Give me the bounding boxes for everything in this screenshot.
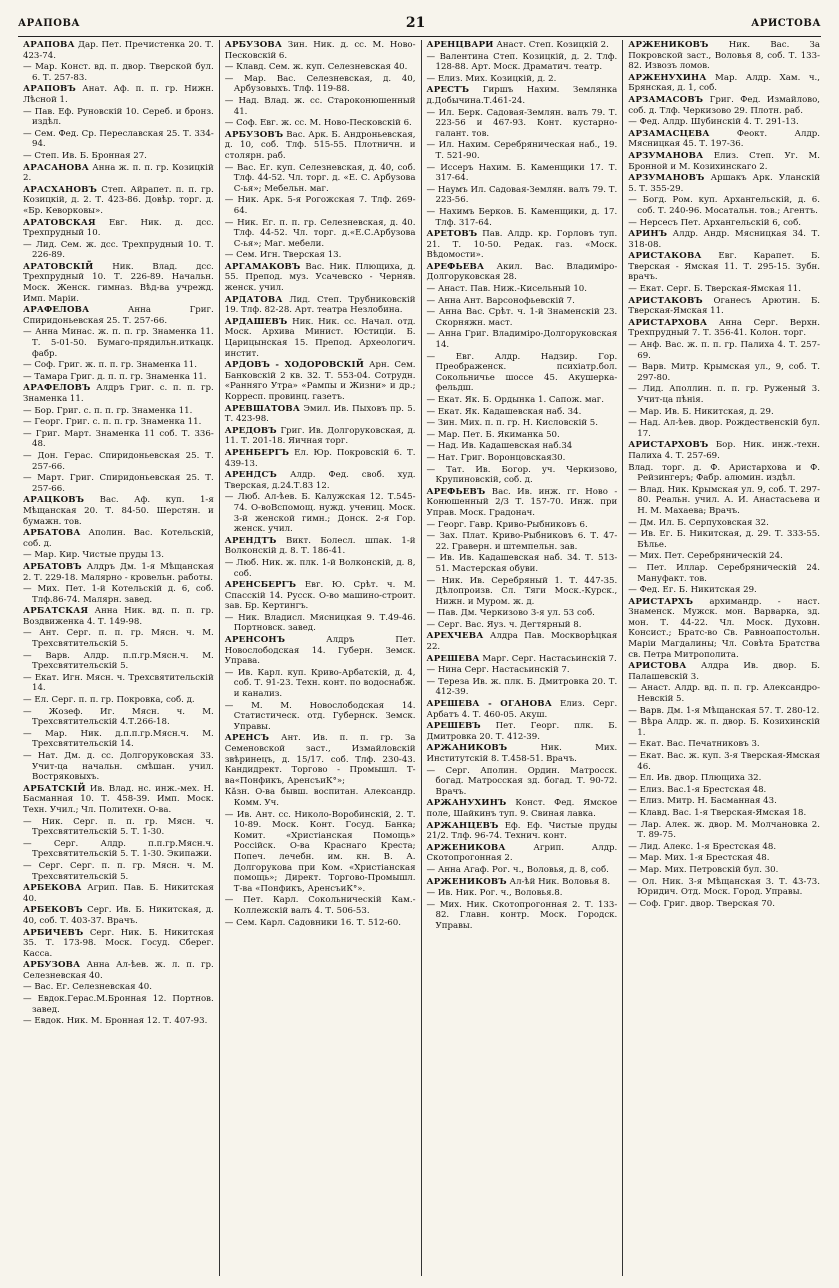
entry-surname: АРЕНЦВАРИ (426, 40, 494, 50)
entry-details: Марг. Серг. Настасьинскій 7. (479, 653, 617, 664)
sub-entry: — Мих. Пет. 1-й Котельскій д. 6, соб. Тлф.86-74. Малярн. завед. (23, 584, 214, 605)
entry-details: Конст. Фед. Ямское поле, Шайкинъ туп. 9. Свиная лавка. (426, 798, 618, 819)
directory-entry (427, 654, 618, 665)
directory-entry (225, 40, 416, 61)
entry-surname: АРЗАМАСОВЪ (628, 94, 704, 105)
entry-surname: АРАПОВЪ (23, 84, 76, 95)
entry-surname: АРДОВЪ - ХОДОРОВСКІЙ (224, 360, 365, 371)
sub-entry: — Ив. Карл. куп. Криво-Арбатскій, д. 4, соб. Т. 91-23. Техн. конт. по водоснабж. и канализ. (224, 667, 416, 700)
sub-entry: — Зин. Мих. п. п. гр. Н. Кисловскій 5. (426, 418, 598, 429)
sub-entry: — Степ. Ив. Б. Бронная 27. (23, 150, 147, 161)
column-3 (422, 40, 624, 1276)
entry-surname: АРЕФЬЕВЪ (426, 486, 486, 497)
sub-entry: — Анна Минас. ж. п. п. гр. Знаменка 11. Т. 5-01-50. Бумаго-прядильн.иткацк. фабр. (23, 327, 214, 359)
sub-entry: — Над. Влад. ж. сс. Староконюшенный 41. (224, 95, 416, 117)
entry-surname: АРБУЗОВЪ (224, 129, 284, 140)
entry-details: Вас. Ив. инж. гг. Ново - Конюшенный 2/3 Т. 157-70. Инж. при Управ. Моск. Градонач. (426, 486, 618, 518)
column-1 (18, 40, 220, 1276)
sub-entry: — Иссеръ Нахим. Б. Каменщики 17. Т. 317-64. (426, 162, 618, 184)
entry-surname: АРАЦКОВЪ (23, 495, 85, 506)
sub-entry: — Дон. Герас. Спиридоньевская 25. Т. 257-66. (23, 450, 214, 472)
entry-details: Дар. Пет. Пречистенка 20. Т. 423-74. (23, 40, 214, 61)
sub-entry: — Серг. Вас. Яуз. ч. Дегтярный 8. (426, 619, 582, 630)
directory-entry (23, 40, 214, 61)
sub-entry: — Ил. Нахим. Серебряническая наб., 19. Т. 521-90. (426, 140, 618, 161)
entry-details: Еф. Еф. Чистые пруды 21/2. Тлф. 96-74. Технич. конт. (426, 820, 618, 842)
sub-entry: — Соф. Григ. двор. Тверская 70. (628, 898, 775, 909)
sub-entry: — Сем. Фед. Ср. Переславская 25. Т. 334-94. (23, 128, 214, 150)
sub-entry: — Георг. Григ. с. п. п. гр. Знаменка 11. (23, 417, 202, 428)
directory-entry (628, 296, 820, 317)
entry-surname: АРЕВШАТОВА (224, 403, 301, 414)
sub-entry: — Сем. Игн. Тверская 13. (224, 250, 342, 261)
directory-entry (23, 218, 214, 239)
sub-entry: — Екат. Як. Кадашевская наб. 34. (426, 406, 582, 417)
sub-entry: — Ел. Ив. двор. Плющиха 32. (628, 773, 762, 784)
directory-entry (23, 606, 214, 627)
entry-surname: АРЖЕНИКОВЪ (628, 40, 709, 50)
directory-entry (225, 426, 416, 447)
sub-entry: — Варв. Дм. 1-я Мѣщанская 57. Т. 280-12. (628, 705, 820, 716)
directory-entry (427, 487, 618, 519)
entry-surname: АРАСХАНОВЪ (23, 184, 98, 195)
entry-details: Елиз. Серг. Арбатъ 4. Т. 460-05. Акуш. (426, 699, 618, 720)
entry-details: Анна Серг. Верхн. Трехпрудный 7. Т. 356-41. Колон. торг. (628, 317, 820, 339)
sub-entry: — Соф. Евг. ж. сс. М. Ново-Песковскій 6. (224, 118, 412, 129)
directory-entry (628, 151, 820, 172)
sub-entry: — Фед. Ег. Б. Никитская 29. (628, 585, 757, 596)
directory-entry (628, 318, 820, 339)
sub-entry: — Ив. Ник. Рог. ч., Воловья.8. (426, 888, 563, 899)
sub-entry: — Ант. Серг. п. п. гр. Мясн. ч. М. Трехсвятительскій 5. (23, 628, 214, 650)
sub-entry: — Екат. Вас. ж. куп. 3-я Тверская-Ямская 46. (628, 751, 820, 772)
entry-surname: АРЗАМАСЦЕВА (628, 128, 710, 139)
entry-details: Елиз. Степ. Уг. М. Бронной и М. Козихинскаго 2. (628, 150, 820, 172)
entry-details: Алдр. Фед. своб. худ. Тверская, д.24.Т.83 12. (224, 470, 416, 491)
sub-entry: — Георг. Гавр. Криво-Рыбниковъ 6. (426, 519, 588, 530)
entry-surname: АРБЕКОВЪ (23, 905, 83, 916)
sub-entry: — Елиз. Вас.1-я Брестская 48. (628, 784, 767, 795)
sub-entry: — Мар. Мих. 1-я Брестская 48. (628, 853, 770, 864)
entry-details: Анат. Аф. п. п. гр. Нижн. Лѣсной 1. (23, 84, 214, 105)
sub-entry: — Богд. Ром. куп. Архангельскій, д. 6. соб. Т. 240-96. Мосатальн. тов.; Агентъ. (628, 195, 820, 216)
sub-entry: — Серг. Аполин. Ордин. Матросск. богад. Матросская зд. богад. Т. 90-72. Врачъ. (426, 765, 618, 797)
sub-entry: — Анна Агаф. Рог. ч., Воловья, д. 8, соб. (426, 864, 609, 875)
sub-entry: — Мар. Пет. Б. Якиманка 50. (426, 429, 560, 440)
entry-surname: АРЗУМАНОВА (628, 150, 704, 161)
sub-entry: — Анф. Вас. ж. п. п. гр. Палиха 4. Т. 257-69. (628, 340, 820, 361)
directory-entry (427, 699, 618, 720)
entry-details: Анна Григ. Спиридоньевская 25. Т. 257-66. (23, 305, 214, 326)
entry-surname: АРЖЕНУХИНА (628, 72, 707, 83)
column-4 (623, 40, 825, 1276)
sub-entry: — Влад. Ник. Крымская ул. 9, соб. Т. 297-80. Реальн. учил. А. И. Анастасьева и Н. М. Махаева; Врачъ. (628, 484, 820, 516)
directory-columns (18, 40, 825, 1276)
entry-surname: АРБАТОВЪ (23, 561, 82, 572)
directory-entry (23, 883, 214, 904)
entry-details: Оганесъ Арютин. Б. Тверская-Ямская 11. (628, 295, 820, 317)
header-right-guideword: АРИСТОВА (751, 17, 821, 29)
entry-surname: АРИСТАКОВА (628, 251, 702, 262)
entry-surname: АРЕНДСЪ (224, 470, 277, 481)
sub-entry: — Вас. Ег. Селезневская 40. (23, 982, 152, 993)
sub-entry: — Екат. Вас. Печатниковъ 3. (628, 739, 760, 750)
entry-details: Ник. Мих. Институтскій 8. Т.458-51. Врачъ. (426, 743, 618, 764)
page-header (18, 10, 821, 37)
sub-entry: — Люб. Ал-ѣев. Б. Калужская 12. Т.545-74. О-воВспомощ. нужд. учениц. Моск. 3-й женской гимн.; Донск. 2-я Гор. женск. учил. (224, 492, 416, 535)
sub-entry: — Екат. Як. Б. Ордынка 1. Сапож. маг. (426, 395, 604, 405)
sub-entry: — Март. Григ. Спиридоньевская 25. Т. 257-66. (23, 473, 214, 494)
directory-entry (225, 360, 416, 402)
entry-details: Агрип. Алдр. Скотопрогонная 2. (426, 842, 618, 864)
entry-details: Зин. Ник. д. сс. М. Ново-Песковскій 6. (224, 40, 416, 61)
entry-surname: АРИСТАРХЪ (628, 596, 694, 607)
sub-entry: — Лид. Сем. ж. дсс. Трехпрудный 10. Т. 226-89. (23, 239, 214, 261)
sub-entry: — Елиз. Мих. Козицкій, д. 2. (426, 73, 557, 84)
sub-entry: — Пет. Иллар. Серебряническій 24. Мануфакт. тов. (628, 562, 820, 584)
entry-details: Мар. Алдр. Хам. ч., Брянская, д. 1, соб. (628, 72, 820, 94)
sub-entry: — Серг. Алдр. п.п.гр.Мясн.ч. Трехсвятительскій 5. Т. 1-30. Экипажи. (23, 838, 214, 860)
directory-entry (225, 580, 416, 612)
entry-surname: АРБАТСКІЙ (23, 783, 86, 794)
entry-details: Серг. Ник. Б. Никитская 35. Т. 173-98. Моск. Госуд. Сберег. Касса. (23, 927, 214, 959)
sub-entry: — Клавд. Вас. 1-я Тверская-Ямская 18. (628, 807, 807, 818)
sub-entry: — Анна Григ. Владиміро-Долгоруковская 14. (426, 329, 618, 351)
sub-entry: — Вас. Ег. куп. Селезневская, д. 40, соб. Тлф. 44-52. Чл. торг. д. «Е. С. Арбузова С-ья»; Мебельн. маг. (224, 162, 416, 194)
directory-entry (23, 305, 214, 326)
directory-entry (628, 95, 820, 116)
entry-surname: АРЕХЧЕВА (426, 631, 484, 642)
sub-entry: Влад. торг. д. Ф. Аристархова и Ф. Рейзингеръ; Фабр. алюмин. издѣл. (628, 462, 820, 484)
directory-entry (427, 631, 618, 652)
entry-surname: АРЕНСОНЪ (224, 635, 286, 646)
entry-details: Аршакъ Арк. Уланскій 5. Т. 355-29. (628, 173, 820, 194)
sub-entry: — Анна Ант. Варсонофьевскій 7. (426, 295, 575, 306)
sub-entry: — Сем. Карл. Садовники 16. Т. 512-60. (224, 917, 401, 928)
sub-entry: — Дм. Ил. Б. Серпуховская 32. (628, 517, 769, 528)
directory-entry (23, 784, 214, 816)
directory-entry (427, 40, 618, 51)
directory-entry (225, 262, 416, 294)
directory-entry (23, 383, 214, 404)
entry-surname: АРЕТОВЪ (426, 229, 478, 240)
directory-entry (427, 85, 618, 106)
entry-details: Лид. Степ. Трубниковскій 19. Тлф. 82-28. Арт. театра Незлобина. (224, 294, 416, 316)
sub-entry: — Варв. Алдр. п.п.гр.Мясн.ч. М. Трехсвятительскій 5. (23, 650, 214, 672)
entry-surname: АРБЕКОВА (23, 883, 82, 894)
directory-entry (628, 597, 820, 661)
sub-entry: — Григ. Март. Знаменка 11 соб. Т. 336-48. (23, 428, 214, 450)
sub-entry: — Мар. Конст. вд. п. двор. Тверской бул. 6. Т. 257-83. (23, 62, 214, 83)
entry-details: Алдра Пав. Москворѣцкая 22. (426, 631, 618, 653)
sub-entry: — Ник. Ив. Серебряный 1. Т. 447-35. Дѣлопроизв. Сл. Тяги Моск.-Курск., Нижн. и Муром. ж. д. (426, 575, 618, 607)
entry-surname: АРБАТСКАЯ (23, 606, 89, 617)
directory-entry (225, 470, 416, 491)
directory-entry (628, 251, 820, 283)
directory-entry (23, 495, 214, 527)
directory-entry (225, 130, 416, 162)
entry-surname: АРБАТОВА (23, 528, 81, 539)
sub-entry: — Мих. Пет. Серебряническій 24. (628, 551, 783, 562)
entry-surname: АРЕНБЕРГЪ (224, 447, 290, 458)
sub-entry: — Над. Ал-ѣев. двор. Рождественскій бул. 17. (628, 418, 820, 439)
entry-surname: АРИНЪ (628, 229, 668, 240)
entry-details: Евг. Ник. д. дсс. Трехпрудный 10. (23, 217, 214, 239)
entry-details: Григ. Фед. Измайлово, соб. д. Тлф. Черкизово 29. Плотн. раб. (628, 94, 820, 116)
entry-surname: АРЖАНЦЕВЪ (426, 820, 499, 831)
entry-surname: АРЕСТЪ (426, 85, 470, 96)
sub-entry: — Екат. Серг. Б. Тверская-Ямская 11. (628, 284, 802, 295)
entry-surname: АРЖАНИКОВЪ (426, 743, 508, 754)
entry-surname: АРБУЗОВА (224, 40, 283, 50)
entry-surname: АРАСАНОВА (23, 162, 89, 173)
entry-details: Вас. Арк. Б. Андроньевская, д. 10, соб. Тлф. 515-55. Плотничн. и столярн. раб. (224, 129, 416, 161)
directory-entry (23, 905, 214, 926)
entry-surname: АРЕШЕВА (426, 653, 480, 664)
sub-entry: — Евдок.Герас.М.Бронная 12. Портнов. завед. (23, 994, 214, 1015)
entry-details: Степ. Айрапет. п. п. гр. Козицкій, д. 2. Т. 423-86. Довѣр. торг. д. «Бр. Кеворковы». (23, 184, 214, 216)
sub-entry: — Нахимъ Берков. Б. Каменщики, д. 17. Тлф. 317-64. (426, 206, 618, 228)
entry-details: Алдръ Дм. 1-я Мѣщанская 2. Т. 229-18. Малярно - кровельн. работы. (23, 561, 214, 583)
sub-entry: — Тереза Ив. ж. плк. Б. Дмитровка 20. Т. 412-39. (426, 676, 618, 698)
column-2 (220, 40, 422, 1276)
directory-entry (225, 733, 416, 786)
directory-entry (427, 877, 618, 888)
entry-surname: АРЕШЕВЪ (426, 721, 481, 732)
sub-entry: — Клавд. Сем. ж. куп. Селезневская 40. (224, 62, 408, 73)
sub-entry: — Пав. Еф. Руновскій 10. Сереб. и бронз. издѣл. (23, 106, 214, 128)
entry-details: Анаст. Степ. Козицкій 2. (493, 40, 609, 50)
entry-surname: АРЕФЬЕВА (426, 261, 485, 272)
directory-entry (225, 295, 416, 316)
directory-entry (628, 173, 820, 194)
directory-entry (23, 562, 214, 583)
entry-details: Анна Ник. вд. п. п. гр. Воздвиженка 4. Т. 149-98. (23, 606, 214, 627)
directory-entry (628, 440, 820, 461)
directory-entry (628, 661, 820, 682)
entry-details: Пав. Алдр. кр. Горловъ туп. 21. Т. 10-50. Редак. газ. «Моск. Вѣдомости». (426, 229, 618, 261)
directory-entry (23, 960, 214, 981)
directory-entry (628, 40, 820, 72)
entry-details: Бор. Ник. инж.-техн. Палиха 4. Т. 257-69. (628, 440, 820, 461)
sub-entry: — Анна Вас. Срѣт. ч. 1-й Знаменскій 23. Скорняжн. маст. (426, 307, 618, 328)
entry-surname: АРЖЕНИКОВЪ (426, 876, 507, 887)
sub-entry: — Ол. Ник. 3-я Мѣщанская 3. Т. 43-73. Юридич. Отд. Моск. Город. Управы. (628, 876, 820, 898)
directory-entry (628, 73, 820, 94)
directory-entry (427, 798, 618, 819)
sub-entry: — Мар. Вас. Селезневская, д. 40, Арбузовыхъ. Тлф. 119-88. (224, 73, 416, 95)
entry-surname: АРЕШЕВА - ОГАНОВА (426, 699, 552, 710)
sub-entry: — Нина Серг. Настасьинскій 7. (426, 665, 570, 676)
sub-entry: — Екат. Игн. Мясн. ч. Трехсвятительскій 14. (23, 672, 214, 694)
directory-entry (427, 821, 618, 842)
directory-entry (23, 185, 214, 217)
entry-details: Ник. Ник. сс. Начал. отд. Моск. Архива Минист. Юстиціи. Б. Царицынская 15. Препод. Археологич. инстит. (224, 316, 416, 359)
sub-entry: — Мар. Ив. Б. Никитская, д. 29. (628, 406, 774, 417)
entry-surname: АРЗУМАНОВЪ (628, 173, 705, 184)
page-number: 21 (405, 15, 426, 31)
entry-details: Акил. Вас. Владиміро-Долгоруковская 28. (426, 261, 618, 283)
sub-entry: — Валентина Степ. Козицкій, д. 2. Тлф. 128-88. Арт. Моск. Драматич. театр. (426, 51, 618, 73)
entry-details: Феокт. Алдр. Мясницкая 45. Т. 197-36. (628, 128, 820, 150)
entry-details: Анна Ал-ѣев. ж. л. п. гр. Селезневская 40. (23, 960, 214, 981)
sub-entry: — Бор. Григ. с. п. п. гр. Знаменка 11. (23, 405, 193, 416)
entry-details: Викт. Болесл. шпак. 1-й Волконскій д. 8. Т. 186-41. (224, 535, 416, 557)
sub-entry: — Ив. Ив. Кадашевская наб. 34. Т. 513-51. Мастерская обуви. (426, 553, 618, 574)
entry-surname: АРИСТАКОВЪ (628, 295, 703, 306)
sub-entry: — Нат. Дм. д. сс. Долгоруковская 33. Учит-ца начальн. смѣшан. учил. Востряковыхъ. (23, 751, 214, 783)
entry-surname: АРЕНСБЕРГЪ (224, 580, 297, 591)
entry-surname: АРИСТОВА (628, 661, 687, 672)
entry-details: Арн. Сем. Банковскій 2 кв. 32. Т. 553-04. Сотрудн. «Ранняго Утра» «Рампы и Жизни» и др.; Корресп. провинц. газетъ. (224, 360, 416, 402)
sub-entry: — Фед. Алдр. Шубинскій 4. Т. 291-13. (628, 117, 799, 128)
entry-surname: АРИСТАРХОВА (628, 317, 708, 328)
entry-details: Ант. Ив. п. п. гр. За Семеновской заст., Измайловскій звѣринецъ, д. 15/17. соб. Тлф. 230-43. Кандидрект. Торгово - Промышл. Т-ва«Понфикъ, АренсъиК°»; (224, 733, 416, 786)
entry-details: Агрип. Пав. Б. Никитская 40. (23, 883, 214, 904)
sub-entry: — М. М. Новослободская 14. Статистическ. отд. Губернск. Земск. Управы. (224, 700, 416, 732)
entry-surname: АРГАМАКОВЪ (224, 261, 301, 272)
sub-entry: — Елиз. Митр. Н. Басманная 43. (628, 796, 777, 807)
sub-entry: — Мих. Ник. Скотопрогонная 2. Т. 133-82. Главн. контр. Моск. Городск. Управы. (426, 899, 618, 931)
entry-details: Евг. Карапет. Б. Тверская - Ямская 11. Т. 295-15. Зубн. врачъ. (628, 251, 820, 283)
sub-entry: — Над. Ив. Кадашевская наб.34 (426, 441, 573, 452)
entry-details: архимандр. - наст. Знаменск. Мужск. мон. Варварка, зд. мон. Т. 44-22. Чл. Моск. Духовн. Консист.; Братс-во Св. Равноапостольн. Маріи Магдалины; Чл. Совѣта Братства св. Петра Митрополита. (628, 596, 820, 660)
entry-details: Гиршъ Нахим. Землянка д.Добычина.Т.461-24. (426, 85, 618, 106)
entry-details: Григ. Ив. Долгоруковская, д. 11. Т. 201-18. Яичная торг. (224, 425, 416, 447)
sub-entry: — Люб. Ник. ж. плк. 1-й Волконскій, д. 8, соб. (224, 557, 416, 579)
directory-entry (225, 448, 416, 469)
sub-entry: — Пав. Дм. Черкизово 3-я ул. 53 соб. (426, 608, 595, 619)
sub-entry: — Евдок. Ник. М. Бронная 12. Т. 407-93. (23, 1016, 208, 1027)
directory-entry (427, 843, 618, 864)
sub-entry: — Мар. Ник. д.п.п.гр.Мясн.ч. М. Трехсвятительскій 14. (23, 728, 214, 750)
sub-entry: — Лар. Алек. ж. двор. М. Молчановка 2. Т. 89-75. (628, 819, 820, 841)
entry-surname: АРБУЗОВА (23, 960, 81, 971)
sub-entry: — Ник. Серг. п. п. гр. Мясн. ч. Трехсвятительскій 5. Т. 1-30. (23, 816, 214, 838)
sub-entry: — Мар. Кир. Чистые пруды 13. (23, 550, 164, 561)
entry-surname: АРАФЕЛОВЪ (23, 383, 91, 394)
sub-entry: — Ник. Владисл. Мясницкая 9. Т.49-46. Портновск. завед. (224, 612, 416, 634)
entry-surname: АРДАТОВА (224, 294, 283, 305)
directory-entry (628, 229, 820, 250)
entry-surname: АРЕНСЪ (224, 733, 270, 744)
directory-entry (628, 129, 820, 150)
sub-entry: — Серг. Серг. п. п. гр. Мясн. ч. М. Трехсвятительскій 5. (23, 860, 214, 882)
sub-entry: — Анаст. Пав. Ниж.-Кисельный 10. (426, 284, 588, 295)
entry-details: Ник. Вас. За Покровской заст., Воловья 8, соб. Т. 133-82. Извозъ ломов. (628, 40, 820, 72)
entry-surname: АРАТОВСКІЙ (23, 261, 94, 272)
sub-entry: — Ив. Ант. сс. Николо-Воробинскій, 2. Т. 10-89. Моск. Конт. Госуд. Банка; Комит. «Христіанская Помощь» Россійск. О-ва Краснаго Креста; Попеч. лечебн. им. кн. В. А. Долгорукова при Ком. «Христіанская помощь»; Директ. Торгово-Промышл. Т-ва «Понфикъ, АренсъиК°». (224, 809, 416, 894)
entry-details: Евг. Ю. Срѣт. ч. М. Спасскій 14. Русск. О-во машино-строит. зав. Бр. Кертингъ. (224, 580, 416, 612)
sub-entry: — Мар. Мих. Петровскій бул. 30. (628, 864, 779, 875)
entry-details: Алдра Ив. двор. Б. Палашевскій 3. (628, 661, 820, 682)
sub-entry: — Евг. Алдр. Надзир. Гор. Преображенск. психіатр.бол. Сокольничье шоссе 45. Акушерка-фельдш. (426, 351, 618, 394)
entry-details: Ал-ѣй Ник. Воловья 8. (506, 876, 611, 887)
sub-entry: — Нат. Григ. Воронцовская30. (426, 452, 566, 463)
directory-entry (23, 84, 214, 105)
sub-entry: — Анаст. Алдр. вд. п. п. гр. Александро-Невскій 5. (628, 683, 820, 705)
entry-surname: АРДАШЕВЪ (224, 316, 288, 327)
sub-entry: — Ник. Арк. 5-я Рогожская 7. Тлф. 269-64. (224, 195, 416, 216)
directory-entry (23, 528, 214, 549)
directory-entry (427, 262, 618, 283)
sub-entry: — Нерсесъ Пет. Архангельскій 6, соб. (628, 217, 802, 228)
directory-entry (23, 163, 214, 184)
entry-details: Алдръ Григ. с. п. п. гр. Знаменка 11. (23, 383, 214, 404)
sub-entry: — Ил. Берк. Садовая-Землян. валъ 79. Т. 223-56 и 467-93. Конт. кустарно-галант. тов. (426, 107, 618, 139)
sub-entry: — Вѣра Алдр. ж. п. двор. Б. Козихинскій 1. (628, 717, 820, 738)
directory-entry (225, 635, 416, 667)
entry-surname: АРБИЧЕВЪ (23, 927, 84, 938)
entry-details: Эмил. Ив. Пыховъ пр. 5. Т. 423-98. (224, 403, 416, 425)
entry-details: Алдръ Пет. Новослободская 14. Губерн. Земск. Управа. (224, 635, 416, 667)
directory-entry (427, 721, 618, 742)
sub-entry: — Пет. Карл. Сокольническій Кам.-Коллежскій валъ 4. Т. 506-53. (224, 895, 416, 916)
entry-surname: АРЖАНУХИНЪ (426, 798, 507, 809)
directory-entry (23, 928, 214, 960)
entry-surname: АРЕДОВЪ (224, 425, 277, 436)
entry-details: Ел. Юр. Покровскій 6. Т. 439-13. (224, 447, 416, 469)
sub-entry: Кăзн. О-ва бывш. воспитан. Александр. Комм. Уч. (224, 787, 416, 808)
sub-entry: — Лид. Алекс. 1-я Брестская 48. (628, 841, 777, 852)
directory-entry (225, 404, 416, 425)
directory-entry (23, 262, 214, 304)
entry-details: Алдр. Андр. Мясницкая 34. Т. 318-08. (628, 229, 820, 250)
sub-entry: — Варв. Митр. Крымская ул., 9, соб. Т. 297-80. (628, 362, 820, 383)
directory-entry (225, 317, 416, 359)
entry-surname: АРАТОВСКАЯ (23, 217, 96, 228)
sub-entry: — Зах. Плат. Криво-Рыбниковъ 6. Т. 47-22. Граверн. и штемпельн. зав. (426, 531, 618, 552)
entry-details: Вас. Ник. Плющиха, д. 55. Препод. муз. Усачевско - Черняв. женск. учил. (224, 261, 416, 294)
sub-entry: — Лид. Аполлин. п. п. гр. Руженый 3. Учит-ца пѣнія. (628, 384, 820, 405)
entry-details: Аполин. Вас. Котельскій, соб. д. (23, 528, 214, 549)
sub-entry: — Тамара Григ. д. п. п. гр. Знаменка 11. (23, 371, 207, 382)
sub-entry: — Ел. Серг. п. п. гр. Покровка, соб. д. (23, 695, 195, 706)
header-left-guideword: АРАПОВА (18, 17, 81, 29)
entry-details: Анна ж. п. п. гр. Козицкій 2. (23, 162, 214, 184)
directory-entry (427, 229, 618, 261)
sub-entry: — Ник. Ег. п. п. гр. Селезневская, д. 40. Тлф. 44-52. Чл. торг. д.«Е.С.Арбузова С-ья»; Маг. мебели. (224, 217, 416, 249)
entry-details: Ник. Влад. дсс. Трехпрудный 10. Т. 226-89. Начальн. Моск. Женск. гимназ. Вѣд-ва учрежд. Имп. Маріи. (23, 261, 214, 304)
entry-surname: АРЖЕНИКОВА (426, 842, 506, 853)
directory-entry (225, 536, 416, 557)
sub-entry: — Тат. Ив. Богор. уч. Черкизово, Крупиновскій, соб. д. (426, 464, 618, 486)
sub-entry: — Жозеф. Иг. Мясн. ч. М. Трехсвятительскій 4.Т.266-18. (23, 706, 214, 728)
sub-entry: — Соф. Григ. ж. п. п. гр. Знаменка 11. (23, 360, 197, 371)
entry-surname: АРАПОВА (23, 40, 75, 50)
entry-surname: АРАФЕЛОВА (23, 305, 90, 316)
entry-details: Ив. Влад. нс. инж.-мех. Н. Басманная 10. Т. 458-39. Имп. Моск. Техн. Учил.; Чл. Политехн. О-ва. (23, 783, 214, 815)
entry-surname: АРЕНДТЪ (224, 535, 277, 546)
entry-details: Вас. Аф. куп. 1-я Мѣщанская 20. Т. 84-50. Шерстян. и бумажн. тов. (23, 495, 214, 527)
entry-details: Пет. Георг. плк. Б. Дмитровка 20. Т. 412-39. (426, 721, 618, 742)
directory-entry (427, 743, 618, 764)
entry-surname: АРИСТАРХОВЪ (628, 440, 709, 451)
entry-details: Серг. Ив. Б. Никитская, д. 40, соб. Т. 403-37. Врачъ. (23, 905, 214, 926)
sub-entry: — Наумъ Ил. Садовая-Землян. валъ 79. Т. 223-56. (426, 184, 618, 206)
sub-entry: — Ив. Ег. Б. Никитская, д. 29. Т. 333-55. Бѣлье. (628, 529, 820, 550)
